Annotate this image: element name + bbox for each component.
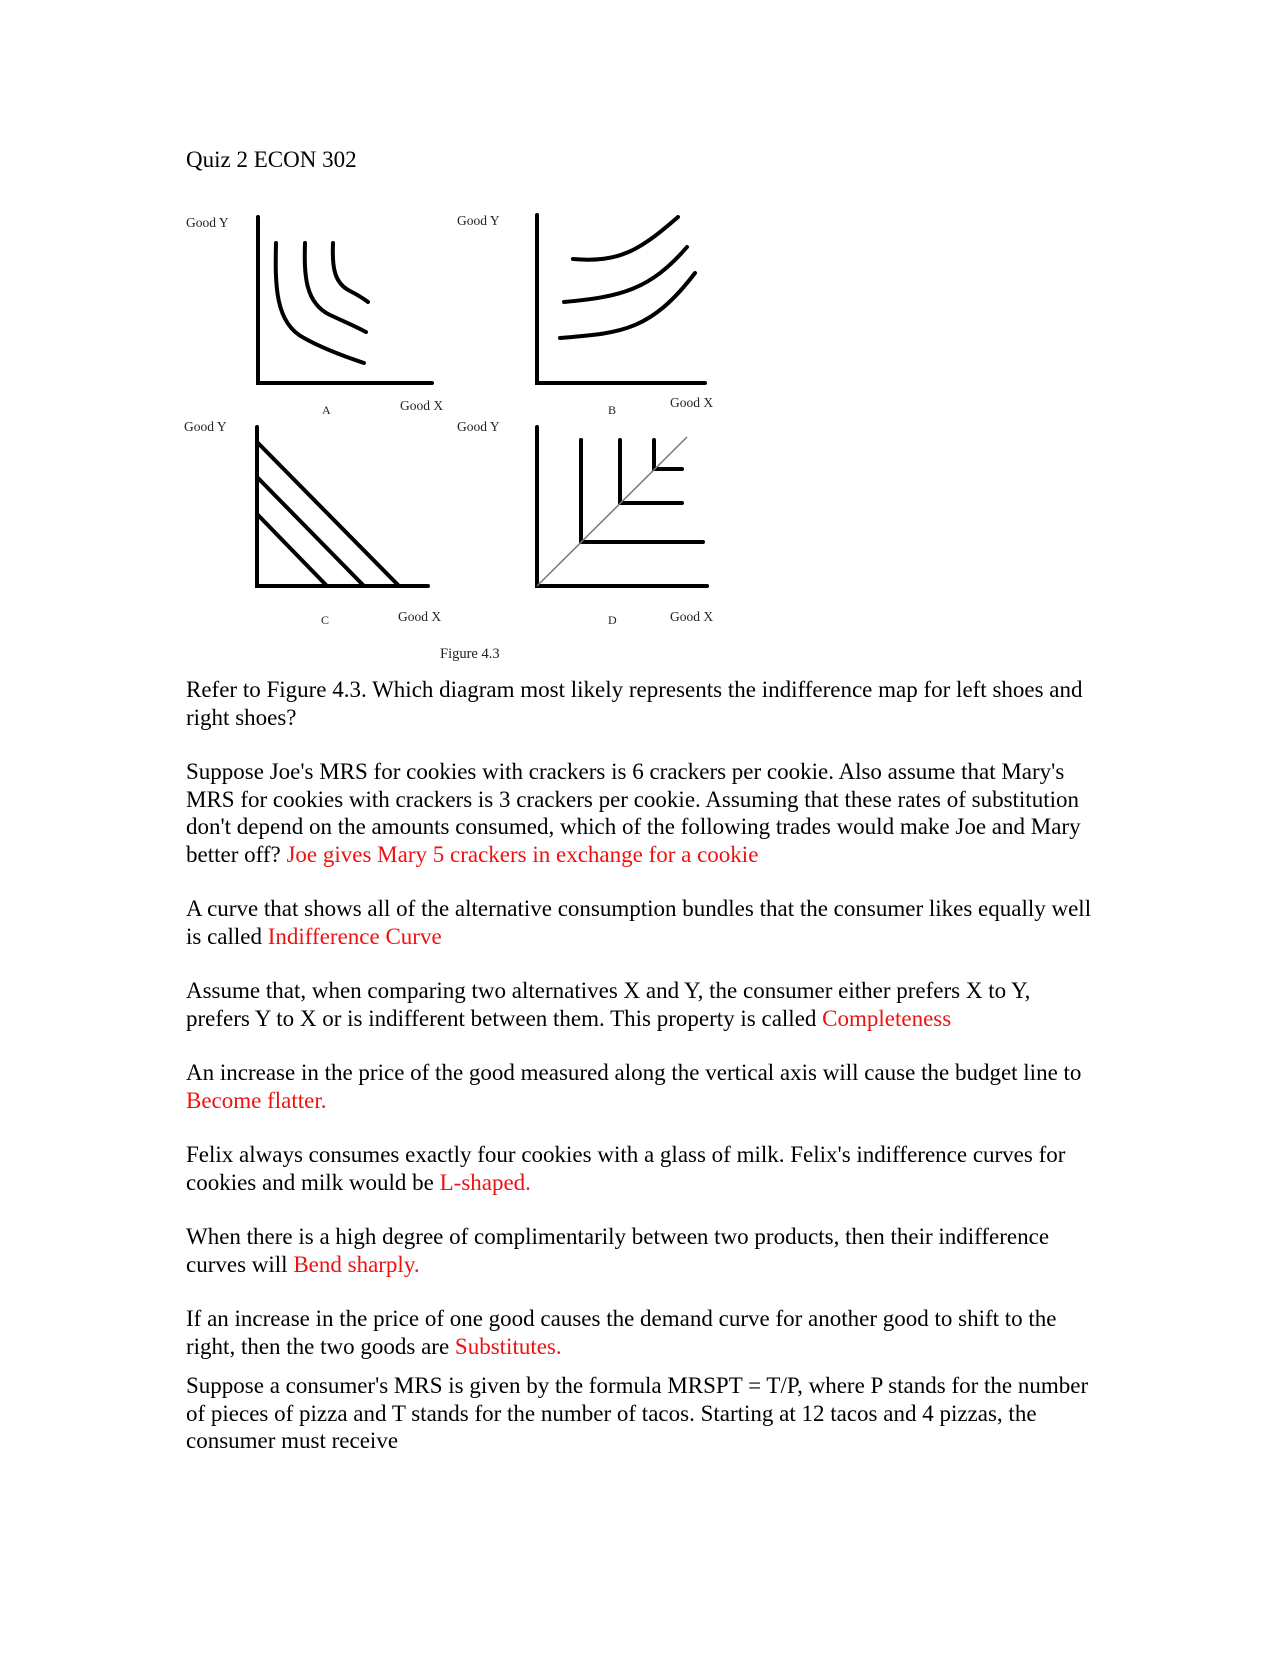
panel-a-x-label: Good X [400,398,444,413]
panel-b-letter: B [608,403,617,417]
question-8-text: If an increase in the price of one good causes the demand curve for another good to shift to the right, then the two goods are [186,1306,1057,1359]
panel-b-curve-3 [560,273,695,338]
panel-d-curve-1 [581,440,703,542]
question-7-answer: Bend sharply. [293,1251,420,1277]
question-5 [186,1059,1096,1114]
panel-c-y-label: Good Y [184,419,227,434]
panel-a-y-label: Good Y [186,215,229,230]
panel-d-letter: D [608,613,617,627]
panel-c-letter: C [321,613,330,627]
question-8-answer: Substitutes. [454,1333,562,1359]
question-1 [186,676,1096,731]
figure-caption: Figure 4.3 [440,646,500,662]
question-7 [186,1223,1096,1278]
question-5-answer: Become flatter. [186,1087,327,1113]
quiz-questions [186,676,1096,1455]
question-3 [186,895,1096,950]
figure-4-3 [180,205,760,670]
panel-b-y-label: Good Y [457,213,500,228]
question-2 [186,758,1096,868]
question-4-text: Assume that, when comparing two alternatives X and Y, the consumer either prefers X to Y, prefers Y to X or is indifferent between them. This property is called [186,978,1031,1031]
question-3-answer: Indifference Curve [267,923,442,949]
panel-c-x-label: Good X [398,609,442,624]
panel-a-curve-1 [276,243,364,363]
panel-d-diagonal [537,437,687,586]
question-1-text: Refer to Figure 4.3. Which diagram most likely represents the indifference map for left shoes and right shoes? [186,677,1083,730]
question-5-text: An increase in the price of the good measured along the vertical axis will cause the budget line to [186,1060,1082,1085]
question-2-text: Suppose Joe's MRS for cookies with crackers is 6 crackers per cookie. Also assume that Mary's MRS for cookies with crackers is 3 crackers per cookie. Assuming that these rates of substitution don't depend on the amounts consumed, which of the following trades would make Joe and Mary better off? [186,759,1081,867]
question-7-text: When there is a high degree of complimentarily between two products, then their indifference curves will [186,1224,1050,1277]
question-8 [186,1305,1096,1360]
panel-b-axes [537,215,705,383]
panel-b-curve-1 [573,217,678,260]
question-9-text: Suppose a consumer's MRS is given by the formula MRSPT = T/P, where P stands for the number of pieces of pizza and T stands for the number of tacos. Starting at 12 tacos and 4 pizzas, the consumer must receive [186,1373,1089,1453]
panel-a-curve-3 [333,243,368,302]
document-title: Quiz 2 ECON 302 [186,147,357,172]
panel-a-letter: A [322,403,331,417]
question-2-answer: Joe gives Mary 5 crackers in exchange for a cookie [286,841,759,867]
question-9 [186,1372,1096,1455]
panel-c-line-3 [257,514,327,586]
panel-c-line-1 [257,442,399,586]
panel-d-x-label: Good X [670,609,714,624]
panel-d-y-label: Good Y [457,419,500,434]
question-4 [186,977,1096,1032]
question-4-answer: Completeness [822,1005,952,1031]
question-6 [186,1141,1096,1196]
question-3-text: A curve that shows all of the alternative consumption bundles that the consumer likes equally well is called [186,896,1092,949]
panel-a-curve-2 [305,243,366,332]
panel-b-x-label: Good X [670,395,714,410]
question-6-answer: L-shaped. [439,1169,531,1195]
question-6-text: Felix always consumes exactly four cookies with a glass of milk. Felix's indifference curves for cookies and milk would be [186,1142,1066,1195]
